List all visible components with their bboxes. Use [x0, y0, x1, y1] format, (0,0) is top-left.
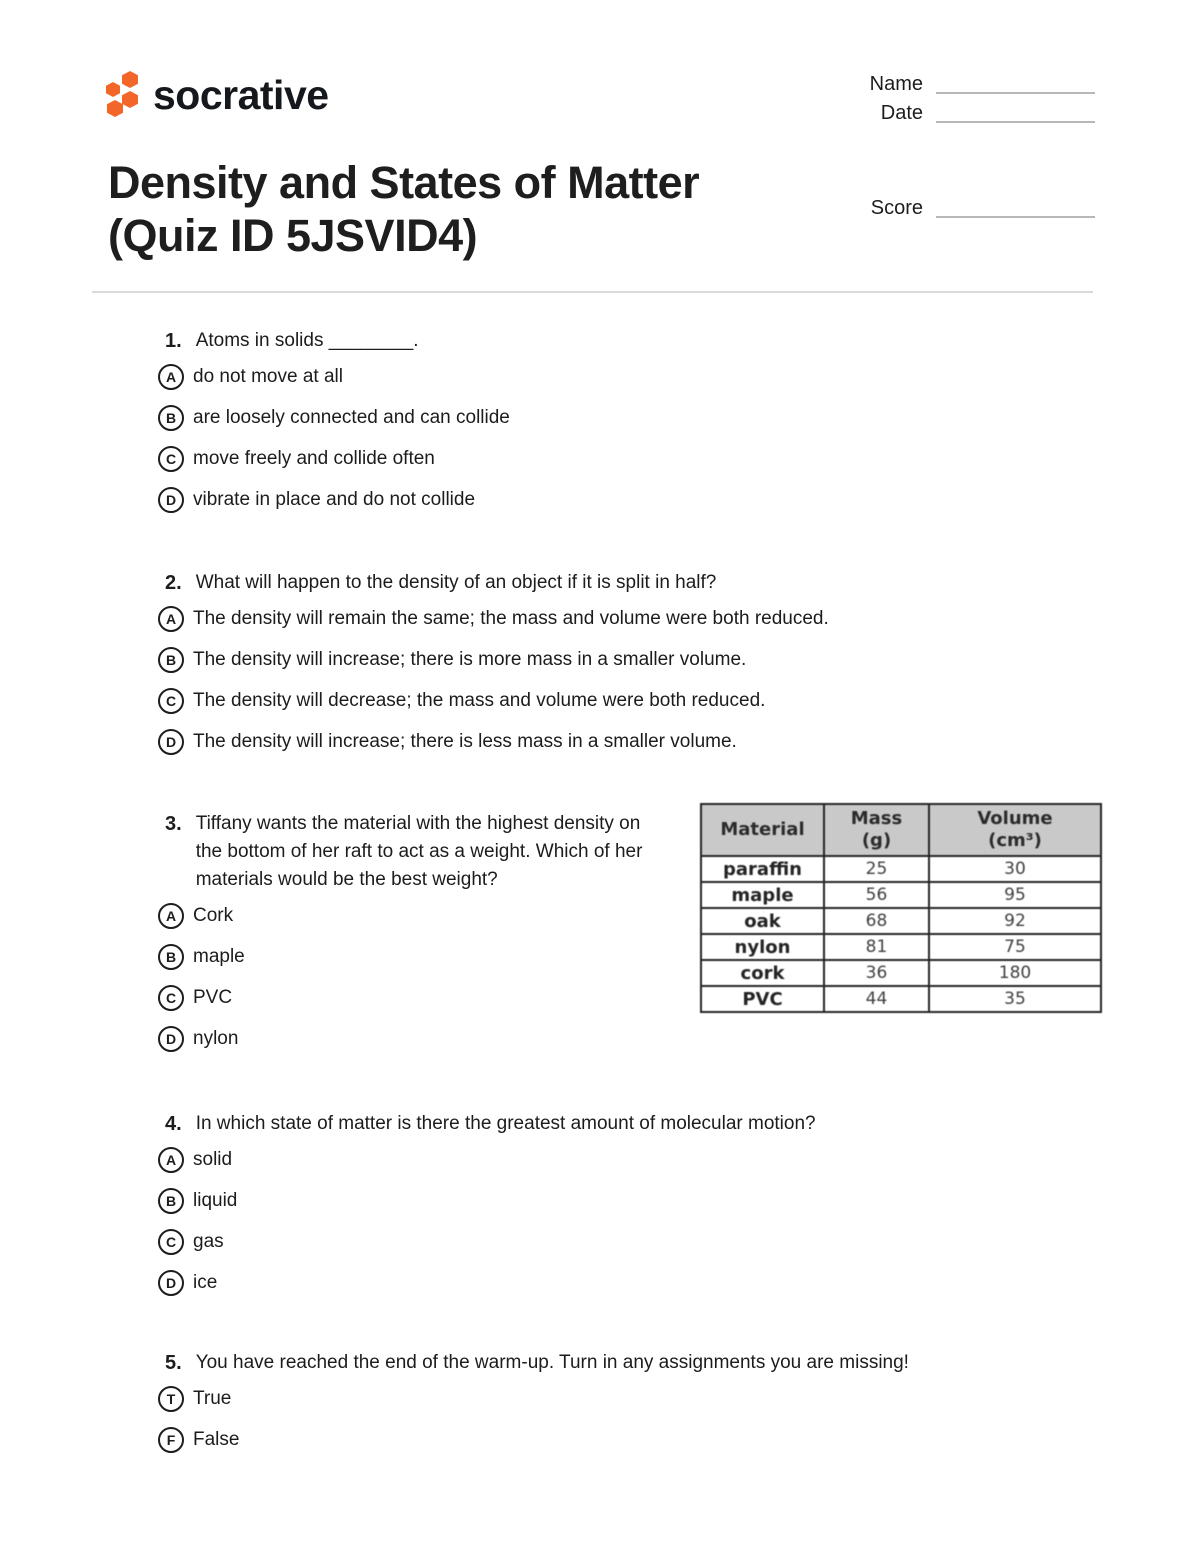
answer-text: The density will increase; there is more mass in a smaller volume.	[193, 649, 747, 670]
score-field-row	[860, 198, 1095, 218]
answer-option	[158, 405, 1200, 431]
hexagon-icon	[122, 71, 138, 88]
question-5	[0, 1349, 1200, 1468]
socrative-wordmark: socrative	[153, 72, 329, 118]
answer-text: Cork	[193, 905, 234, 926]
table-header-row	[701, 804, 1101, 856]
table-row	[701, 882, 1101, 908]
answer-text: vibrate in place and do not collide	[193, 489, 476, 510]
cell-mass: 68	[824, 908, 929, 934]
question-1	[0, 327, 1200, 528]
answer-bubble-a[interactable]: A	[158, 364, 184, 390]
answer-option	[158, 446, 1200, 472]
materials-table	[700, 803, 1100, 1013]
cell-mass: 36	[824, 960, 929, 986]
cell-material: oak	[701, 908, 824, 934]
answer-option	[158, 688, 1200, 714]
answer-option	[158, 487, 1200, 513]
col-header-volume: Volume (cm³)	[929, 804, 1101, 856]
answer-text: nylon	[193, 1028, 239, 1049]
answer-text: False	[193, 1429, 240, 1450]
col-header-mass: Mass (g)	[824, 804, 929, 856]
answer-option	[158, 1147, 1200, 1173]
date-field-row	[860, 103, 1095, 123]
score-blank-line[interactable]	[936, 198, 1095, 218]
date-label: Date	[880, 102, 923, 124]
answer-text: maple	[193, 946, 245, 967]
answer-option	[158, 364, 1200, 390]
cell-volume: 35	[929, 986, 1101, 1012]
date-blank-line[interactable]	[936, 103, 1095, 123]
cell-mass: 44	[824, 986, 929, 1012]
answer-option	[158, 1386, 1200, 1412]
answer-bubble-b[interactable]: B	[158, 1188, 184, 1214]
cell-volume: 92	[929, 908, 1101, 934]
cell-mass: 56	[824, 882, 929, 908]
cell-mass: 81	[824, 934, 929, 960]
answer-bubble-d[interactable]: D	[158, 1026, 184, 1052]
answer-option	[158, 1229, 1200, 1255]
answer-text: PVC	[193, 987, 233, 1008]
answer-option	[158, 1188, 1200, 1214]
answer-text: solid	[193, 1149, 233, 1170]
answer-bubble-b[interactable]: B	[158, 647, 184, 673]
answer-text: The density will remain the same; the mass and volume were both reduced.	[193, 608, 829, 629]
answer-text: gas	[193, 1231, 224, 1252]
question-text: In which state of matter is there the greatest amount of molecular motion?	[195, 1113, 816, 1134]
table-row	[701, 986, 1101, 1012]
answer-option	[158, 1026, 1200, 1052]
answer-option	[158, 729, 1200, 755]
answer-bubble-false[interactable]: F	[158, 1427, 184, 1453]
cell-volume: 180	[929, 960, 1101, 986]
answer-bubble-d[interactable]: D	[158, 487, 184, 513]
answer-text: ice	[193, 1272, 218, 1293]
question-text: What will happen to the density of an object if it is split in half?	[195, 572, 717, 593]
answer-bubble-d[interactable]: D	[158, 729, 184, 755]
answer-bubble-c[interactable]: C	[158, 1229, 184, 1255]
col-header-material: Material	[701, 804, 824, 856]
question-text: Tiffany wants the material with the highest density on the bottom of her raft to act as a weight. Which of her materials would be the best weight?	[195, 813, 643, 890]
cell-material: cork	[701, 960, 824, 986]
page-title	[108, 156, 699, 262]
table-row	[701, 856, 1101, 882]
answer-bubble-true[interactable]: T	[158, 1386, 184, 1412]
cell-material: paraffin	[701, 856, 824, 882]
question-text: You have reached the end of the warm-up. Turn in any assignments you are missing!	[195, 1352, 909, 1373]
question-number: 3.	[165, 813, 182, 835]
question-text: Atoms in solids ________.	[195, 330, 419, 351]
table-row	[701, 908, 1101, 934]
question-number: 4.	[165, 1113, 182, 1135]
cell-volume: 30	[929, 856, 1101, 882]
page-title-line1: Density and States of Matter	[108, 157, 700, 208]
answer-text: liquid	[193, 1190, 238, 1211]
question-number: 1.	[165, 330, 182, 352]
cell-material: PVC	[701, 986, 824, 1012]
name-label: Name	[869, 73, 923, 95]
answer-option	[158, 647, 1200, 673]
answer-text: do not move at all	[193, 366, 343, 387]
question-2	[0, 569, 1200, 770]
question-number: 5.	[165, 1352, 182, 1374]
socrative-logo-icon	[105, 70, 139, 116]
cell-material: maple	[701, 882, 824, 908]
cell-volume: 75	[929, 934, 1101, 960]
answer-bubble-c[interactable]: C	[158, 446, 184, 472]
hexagon-icon	[107, 100, 123, 117]
answer-bubble-b[interactable]: B	[158, 405, 184, 431]
answer-option	[158, 606, 1200, 632]
table-row	[701, 960, 1101, 986]
header-divider	[92, 291, 1093, 293]
hexagon-icon	[122, 91, 138, 108]
answer-text: True	[193, 1388, 232, 1409]
answer-bubble-c[interactable]: C	[158, 985, 184, 1011]
score-label: Score	[870, 197, 923, 219]
cell-material: nylon	[701, 934, 824, 960]
name-field-row	[860, 74, 1095, 94]
hexagon-icon	[106, 82, 120, 97]
answer-bubble-c[interactable]: C	[158, 688, 184, 714]
answer-text: are loosely connected and can collide	[193, 407, 510, 428]
question-number: 2.	[165, 572, 182, 594]
table-row	[701, 934, 1101, 960]
cell-mass: 25	[824, 856, 929, 882]
page-title-line2: (Quiz ID 5JSVID4)	[108, 210, 478, 261]
name-blank-line[interactable]	[936, 74, 1095, 94]
answer-text: The density will increase; there is less mass in a smaller volume.	[193, 731, 737, 752]
answer-bubble-a[interactable]: A	[158, 903, 184, 929]
answer-text: The density will decrease; the mass and volume were both reduced.	[193, 690, 766, 711]
answer-bubble-a[interactable]: A	[158, 606, 184, 632]
answer-option	[158, 1427, 1200, 1453]
question-4	[0, 1110, 1200, 1311]
answer-bubble-b[interactable]: B	[158, 944, 184, 970]
cell-volume: 95	[929, 882, 1101, 908]
answer-option	[158, 1270, 1200, 1296]
answer-bubble-d[interactable]: D	[158, 1270, 184, 1296]
answer-text: move freely and collide often	[193, 448, 435, 469]
answer-bubble-a[interactable]: A	[158, 1147, 184, 1173]
